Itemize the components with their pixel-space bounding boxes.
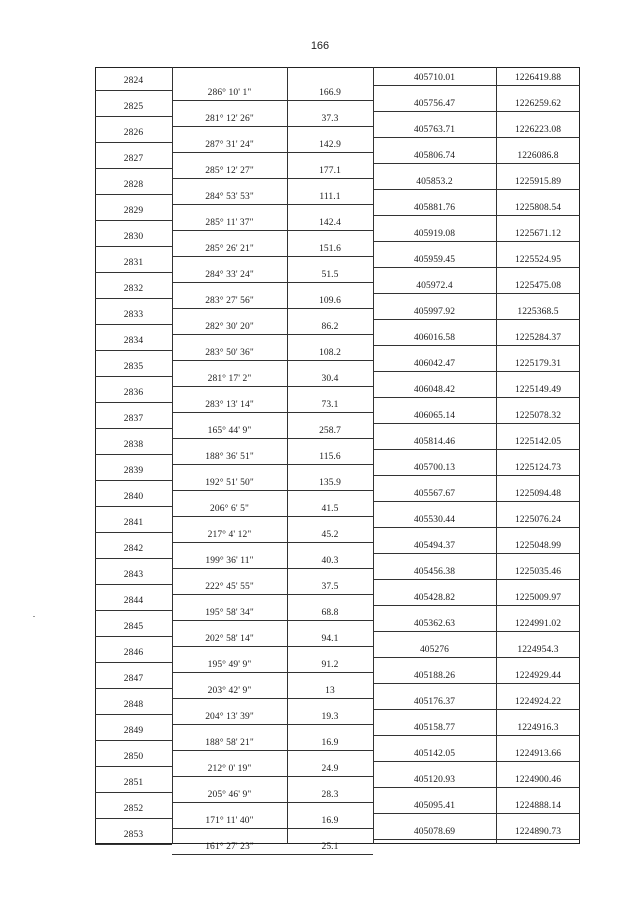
distance-cell: 115.6 bbox=[319, 452, 341, 462]
bearing-angle-cell: 171° 11' 40" bbox=[205, 816, 254, 826]
bearing-angle-cell: 202° 58' 14" bbox=[205, 634, 254, 644]
y-coordinate-cell: 1224890.73 bbox=[514, 827, 562, 837]
x-coordinate-cell: 405530.44 bbox=[413, 515, 456, 525]
distance-cell: 135.9 bbox=[319, 478, 341, 488]
bearing-angle-cell: 195° 49' 9" bbox=[207, 660, 252, 670]
point-row-line bbox=[95, 636, 172, 637]
distance-cell: 24.9 bbox=[321, 764, 339, 774]
distance-cell: 16.9 bbox=[321, 738, 339, 748]
y-coordinate-cell: 1226419.88 bbox=[514, 73, 562, 83]
coordinate-row-line bbox=[373, 709, 580, 710]
bearing-angle-cell: 206° 6' 5" bbox=[210, 504, 249, 514]
bearing-angle-cell: 188° 58' 21" bbox=[205, 738, 254, 748]
distance-cell: 13 bbox=[325, 686, 335, 696]
x-coordinate-cell: 405959.45 bbox=[413, 255, 456, 265]
x-coordinate-cell: 405700.13 bbox=[413, 463, 456, 473]
point-id-cell: 2839 bbox=[123, 466, 144, 476]
distance-cell: 41.5 bbox=[321, 504, 339, 514]
bearing-angle-cell: 204° 13' 39" bbox=[205, 712, 254, 722]
bearing-angle-cell: 285° 11' 37" bbox=[205, 218, 254, 228]
coordinate-row-line bbox=[373, 527, 580, 528]
distance-cell: 177.1 bbox=[319, 166, 341, 176]
x-coordinate-cell: 405158.77 bbox=[413, 723, 456, 733]
coordinate-row-line bbox=[373, 397, 580, 398]
segment-row-line bbox=[172, 802, 373, 803]
distance-cell: 142.4 bbox=[319, 218, 341, 228]
point-row-line bbox=[95, 376, 172, 377]
point-id-cell: 2847 bbox=[123, 674, 144, 684]
point-id-cell: 2831 bbox=[123, 258, 144, 268]
segment-row-line bbox=[172, 828, 373, 829]
segment-row-line bbox=[172, 698, 373, 699]
x-coordinate-cell: 405176.37 bbox=[413, 697, 456, 707]
coordinate-row-line bbox=[373, 189, 580, 190]
point-row-line bbox=[95, 610, 172, 611]
point-id-cell: 2844 bbox=[123, 596, 144, 606]
x-coordinate-cell: 405806.74 bbox=[413, 151, 456, 161]
x-coordinate-cell: 405456.38 bbox=[413, 567, 456, 577]
segment-row-line bbox=[172, 646, 373, 647]
y-coordinate-cell: 1224916.3 bbox=[517, 723, 559, 733]
point-row-line bbox=[95, 454, 172, 455]
y-coordinate-cell: 1224900.46 bbox=[514, 775, 562, 785]
segment-row-line bbox=[172, 100, 373, 101]
x-coordinate-cell: 405756.47 bbox=[413, 99, 456, 109]
point-row-line bbox=[95, 168, 172, 169]
y-coordinate-cell: 1225094.48 bbox=[514, 489, 562, 499]
segment-row-line bbox=[172, 620, 373, 621]
x-coordinate-cell: 405567.67 bbox=[413, 489, 456, 499]
coordinate-row-line bbox=[373, 449, 580, 450]
distance-cell: 111.1 bbox=[319, 192, 341, 202]
point-row-line bbox=[95, 246, 172, 247]
point-id-cell: 2837 bbox=[123, 414, 144, 424]
point-id-cell: 2830 bbox=[123, 232, 144, 242]
bearing-angle-cell: 284° 33' 24" bbox=[205, 270, 254, 280]
point-row-line bbox=[95, 766, 172, 767]
x-coordinate-cell: 405428.82 bbox=[413, 593, 456, 603]
segment-row-line bbox=[172, 230, 373, 231]
coordinate-row-line bbox=[373, 631, 580, 632]
bearing-angle-cell: 285° 12' 27" bbox=[205, 166, 254, 176]
y-coordinate-cell: 1225671.12 bbox=[514, 229, 562, 239]
point-id-cell: 2832 bbox=[123, 284, 144, 294]
coordinate-row-line bbox=[373, 839, 580, 840]
y-coordinate-cell: 1225284.37 bbox=[514, 333, 562, 343]
distance-cell: 109.6 bbox=[319, 296, 341, 306]
y-coordinate-cell: 1225808.54 bbox=[514, 203, 562, 213]
bearing-angle-cell: 282° 30' 20" bbox=[205, 322, 254, 332]
bearing-angle-cell: 283° 13' 14" bbox=[205, 400, 254, 410]
x-coordinate-cell: 405853.2 bbox=[416, 177, 453, 187]
point-row-line bbox=[95, 584, 172, 585]
segment-row-line bbox=[172, 516, 373, 517]
x-coordinate-cell: 406048.42 bbox=[413, 385, 456, 395]
point-id-cell: 2840 bbox=[123, 492, 144, 502]
coordinate-row-line bbox=[373, 423, 580, 424]
distance-cell: 45.2 bbox=[321, 530, 339, 540]
page-number: 166 bbox=[310, 40, 330, 52]
segment-row-line bbox=[172, 464, 373, 465]
point-id-cell: 2841 bbox=[123, 518, 144, 528]
coordinate-row-line bbox=[373, 137, 580, 138]
coordinate-row-line bbox=[373, 683, 580, 684]
segment-row-line bbox=[172, 126, 373, 127]
point-row-line bbox=[95, 506, 172, 507]
bearing-angle-cell: 199° 36' 11" bbox=[205, 556, 254, 566]
coordinate-row-line bbox=[373, 111, 580, 112]
segment-row-line bbox=[172, 542, 373, 543]
segment-row-line bbox=[172, 152, 373, 153]
segment-row-line bbox=[172, 308, 373, 309]
y-coordinate-cell: 1225915.89 bbox=[514, 177, 562, 187]
distance-cell: 73.1 bbox=[321, 400, 339, 410]
point-id-cell: 2835 bbox=[123, 362, 144, 372]
distance-cell: 68.8 bbox=[321, 608, 339, 618]
bearing-angle-cell: 161° 27' 23" bbox=[205, 842, 254, 852]
bearing-angle-cell: 281° 12' 26" bbox=[205, 114, 254, 124]
point-id-cell: 2824 bbox=[123, 76, 144, 86]
bearing-angle-cell: 217° 4' 12" bbox=[207, 530, 252, 540]
point-id-cell: 2848 bbox=[123, 700, 144, 710]
point-row-line bbox=[95, 480, 172, 481]
distance-cell: 37.3 bbox=[321, 114, 339, 124]
y-coordinate-cell: 1224888.14 bbox=[514, 801, 562, 811]
point-row-line bbox=[95, 558, 172, 559]
coordinate-row-line bbox=[373, 501, 580, 502]
point-id-cell: 2850 bbox=[123, 752, 144, 762]
coordinate-row-line bbox=[373, 371, 580, 372]
coordinate-row-line bbox=[373, 241, 580, 242]
distance-cell: 91.2 bbox=[321, 660, 339, 670]
x-coordinate-cell: 406042.47 bbox=[413, 359, 456, 369]
y-coordinate-cell: 1224991.02 bbox=[514, 619, 562, 629]
bearing-angle-cell: 205° 46' 9" bbox=[207, 790, 252, 800]
segment-row-line bbox=[172, 776, 373, 777]
point-row-line bbox=[95, 688, 172, 689]
segment-row-line bbox=[172, 568, 373, 569]
point-id-cell: 2833 bbox=[123, 310, 144, 320]
y-coordinate-cell: 1225142.05 bbox=[514, 437, 562, 447]
point-row-line bbox=[95, 714, 172, 715]
coordinate-row-line bbox=[373, 215, 580, 216]
point-id-cell: 2843 bbox=[123, 570, 144, 580]
point-id-cell: 2852 bbox=[123, 804, 144, 814]
coordinate-row-line bbox=[373, 319, 580, 320]
point-row-line bbox=[95, 662, 172, 663]
point-row-line bbox=[95, 818, 172, 819]
point-id-cell: 2834 bbox=[123, 336, 144, 346]
bearing-angle-cell: 203° 42' 9" bbox=[207, 686, 252, 696]
y-coordinate-cell: 1225009.97 bbox=[514, 593, 562, 603]
point-id-cell: 2842 bbox=[123, 544, 144, 554]
segment-row-line bbox=[172, 386, 373, 387]
segment-row-line bbox=[172, 412, 373, 413]
point-id-cell: 2849 bbox=[123, 726, 144, 736]
coordinate-row-line bbox=[373, 657, 580, 658]
x-coordinate-cell: 405710.01 bbox=[413, 73, 456, 83]
point-row-line bbox=[95, 194, 172, 195]
y-coordinate-cell: 1226086.8 bbox=[517, 151, 559, 161]
segment-row-line bbox=[172, 438, 373, 439]
x-coordinate-cell: 406016.58 bbox=[413, 333, 456, 343]
bearing-angle-cell: 212° 0' 19" bbox=[207, 764, 252, 774]
distance-cell: 40.3 bbox=[321, 556, 339, 566]
segment-row-line bbox=[172, 854, 373, 855]
y-coordinate-cell: 1225475.08 bbox=[514, 281, 562, 291]
bearing-angle-cell: 287° 31' 24" bbox=[205, 140, 254, 150]
bearing-angle-cell: 222° 45' 55" bbox=[205, 582, 254, 592]
bearing-angle-cell: 285° 26' 21" bbox=[205, 244, 254, 254]
distance-cell: 142.9 bbox=[319, 140, 341, 150]
x-coordinate-cell: 405494.37 bbox=[413, 541, 456, 551]
point-row-line bbox=[95, 532, 172, 533]
bearing-angle-cell: 283° 50' 36" bbox=[205, 348, 254, 358]
point-id-cell: 2836 bbox=[123, 388, 144, 398]
point-row-line bbox=[95, 298, 172, 299]
y-coordinate-cell: 1224954.3 bbox=[517, 645, 559, 655]
y-coordinate-cell: 1225179.31 bbox=[514, 359, 562, 369]
point-id-cell: 2845 bbox=[123, 622, 144, 632]
coordinate-row-line bbox=[373, 813, 580, 814]
x-coordinate-cell: 405078.69 bbox=[413, 827, 456, 837]
coordinate-row-line bbox=[373, 579, 580, 580]
y-coordinate-cell: 1226259.62 bbox=[514, 99, 562, 109]
y-coordinate-cell: 1224924.22 bbox=[514, 697, 562, 707]
coordinate-row-line bbox=[373, 605, 580, 606]
y-coordinate-cell: 1225524.95 bbox=[514, 255, 562, 265]
distance-cell: 19.3 bbox=[321, 712, 339, 722]
x-coordinate-cell: 405881.76 bbox=[413, 203, 456, 213]
y-coordinate-cell: 1225048.99 bbox=[514, 541, 562, 551]
point-row-line bbox=[95, 142, 172, 143]
segment-row-line bbox=[172, 750, 373, 751]
x-coordinate-cell: 405142.05 bbox=[413, 749, 456, 759]
segment-row-line bbox=[172, 594, 373, 595]
coordinate-row-line bbox=[373, 293, 580, 294]
distance-cell: 16.9 bbox=[321, 816, 339, 826]
x-coordinate-cell: 405763.71 bbox=[413, 125, 456, 135]
coordinate-row-line bbox=[373, 761, 580, 762]
y-coordinate-cell: 1225149.49 bbox=[514, 385, 562, 395]
point-id-cell: 2838 bbox=[123, 440, 144, 450]
bearing-angle-cell: 192° 51' 50" bbox=[205, 478, 254, 488]
x-coordinate-cell: 405120.93 bbox=[413, 775, 456, 785]
segment-row-line bbox=[172, 282, 373, 283]
distance-cell: 37.5 bbox=[321, 582, 339, 592]
point-row-line bbox=[95, 844, 172, 845]
coordinate-row-line bbox=[373, 85, 580, 86]
point-row-line bbox=[95, 90, 172, 91]
coordinate-row-line bbox=[373, 267, 580, 268]
point-row-line bbox=[95, 350, 172, 351]
coordinate-row-line bbox=[373, 787, 580, 788]
distance-cell: 166.9 bbox=[319, 88, 341, 98]
point-id-cell: 2828 bbox=[123, 180, 144, 190]
point-row-line bbox=[95, 116, 172, 117]
distance-cell: 94.1 bbox=[321, 634, 339, 644]
point-id-cell: 2829 bbox=[123, 206, 144, 216]
y-coordinate-cell: 1224929.44 bbox=[514, 671, 562, 681]
coordinate-row-line bbox=[373, 345, 580, 346]
distance-cell: 86.2 bbox=[321, 322, 339, 332]
point-id-cell: 2853 bbox=[123, 830, 144, 840]
y-coordinate-cell: 1225124.73 bbox=[514, 463, 562, 473]
y-coordinate-cell: 1225035.46 bbox=[514, 567, 562, 577]
x-coordinate-cell: 405095.41 bbox=[413, 801, 456, 811]
segment-row-line bbox=[172, 490, 373, 491]
distance-cell: 30.4 bbox=[321, 374, 339, 384]
segment-row-line bbox=[172, 672, 373, 673]
bearing-angle-cell: 281° 17' 2" bbox=[207, 374, 252, 384]
segment-row-line bbox=[172, 334, 373, 335]
point-row-line bbox=[95, 402, 172, 403]
segment-row-line bbox=[172, 256, 373, 257]
point-row-line bbox=[95, 220, 172, 221]
x-coordinate-cell: 405919.08 bbox=[413, 229, 456, 239]
x-coordinate-cell: 405362.63 bbox=[413, 619, 456, 629]
y-coordinate-cell: 1225076.24 bbox=[514, 515, 562, 525]
distance-cell: 25.1 bbox=[321, 842, 339, 852]
bearing-angle-cell: 165° 44' 9" bbox=[207, 426, 252, 436]
x-coordinate-cell: 405814.46 bbox=[413, 437, 456, 447]
segment-row-line bbox=[172, 178, 373, 179]
distance-cell: 28.3 bbox=[321, 790, 339, 800]
y-coordinate-cell: 1226223.08 bbox=[514, 125, 562, 135]
point-row-line bbox=[95, 740, 172, 741]
segment-row-line bbox=[172, 204, 373, 205]
x-coordinate-cell: 405972.4 bbox=[416, 281, 453, 291]
point-row-line bbox=[95, 324, 172, 325]
y-coordinate-cell: 1224913.66 bbox=[514, 749, 562, 759]
point-row-line bbox=[95, 428, 172, 429]
point-id-cell: 2846 bbox=[123, 648, 144, 658]
point-id-cell: 2826 bbox=[123, 128, 144, 138]
segment-row-line bbox=[172, 724, 373, 725]
coordinate-row-line bbox=[373, 475, 580, 476]
bearing-angle-cell: 283° 27' 56" bbox=[205, 296, 254, 306]
point-row-line bbox=[95, 272, 172, 273]
distance-cell: 108.2 bbox=[319, 348, 341, 358]
bearing-angle-cell: 284° 53' 53" bbox=[205, 192, 254, 202]
y-coordinate-cell: 1225078.32 bbox=[514, 411, 562, 421]
scan-speck bbox=[33, 616, 35, 617]
x-coordinate-cell: 405188.26 bbox=[413, 671, 456, 681]
coordinate-row-line bbox=[373, 553, 580, 554]
distance-cell: 151.6 bbox=[319, 244, 341, 254]
coordinate-row-line bbox=[373, 735, 580, 736]
x-coordinate-cell: 405997.92 bbox=[413, 307, 456, 317]
point-id-cell: 2825 bbox=[123, 102, 144, 112]
segment-row-line bbox=[172, 360, 373, 361]
point-id-cell: 2851 bbox=[123, 778, 144, 788]
x-coordinate-cell: 406065.14 bbox=[413, 411, 456, 421]
distance-cell: 258.7 bbox=[319, 426, 341, 436]
x-coordinate-cell: 405276 bbox=[419, 645, 450, 655]
bearing-angle-cell: 286° 10' 1" bbox=[207, 88, 252, 98]
point-row-line bbox=[95, 792, 172, 793]
coordinate-row-line bbox=[373, 163, 580, 164]
point-id-cell: 2827 bbox=[123, 154, 144, 164]
y-coordinate-cell: 1225368.5 bbox=[517, 307, 559, 317]
bearing-angle-cell: 188° 36' 51" bbox=[205, 452, 254, 462]
distance-cell: 51.5 bbox=[321, 270, 339, 280]
bearing-angle-cell: 195° 58' 34" bbox=[205, 608, 254, 618]
